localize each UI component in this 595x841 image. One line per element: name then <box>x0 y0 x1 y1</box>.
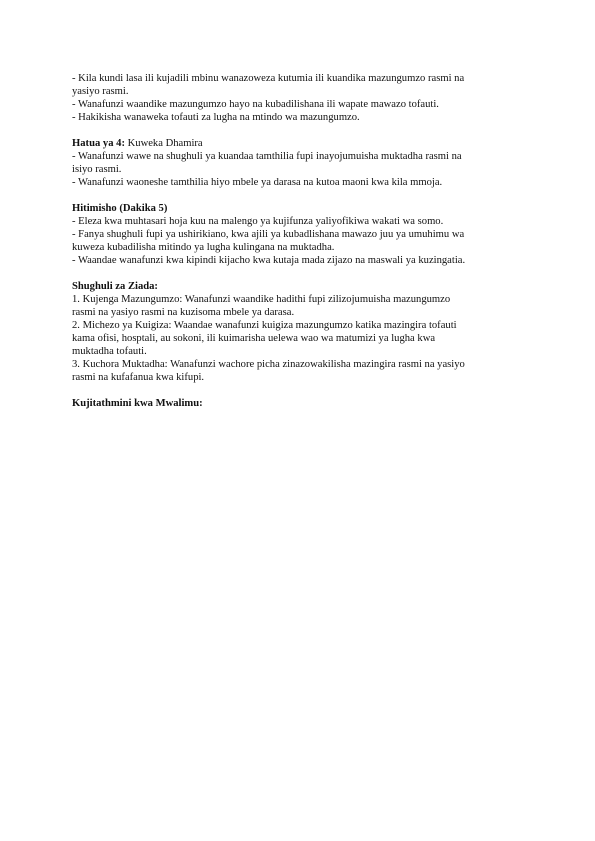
extra-activities-heading <box>72 280 524 293</box>
conclusion-section <box>72 202 524 267</box>
step-4-label: Hatua ya 4: <box>72 138 125 149</box>
text-line: 3. Kuchora Muktadha: Wanafunzi wachore picha zinazowakilisha mazingira rasmi na yasiyo <box>72 359 465 370</box>
step-4-title: Kuweka Dhamira <box>124 138 203 149</box>
extra-activities-heading-text: Shughuli za Ziada: <box>72 281 158 292</box>
text-line: rasmi na yasiyo rasmi na kuzisoma mbele ya darasa. <box>72 307 295 318</box>
paragraph-gap <box>72 189 524 202</box>
text-line: - Kila kundi lasa ili kujadili mbinu wanazoweza kutumia ili kuandika mazungumzo rasmi na <box>72 73 465 84</box>
text-line: yasiyo rasmi. <box>72 86 129 97</box>
text-line: muktadha tofauti. <box>72 346 147 357</box>
extra-activities-section <box>72 280 524 384</box>
text-line: - Eleza kwa muhtasari hoja kuu na malengo ya kujifunza yaliyofikiwa wakati wa somo. <box>72 216 444 227</box>
text-line: kuweza kubadilisha mitindo ya lugha kulingana na muktadha. <box>72 242 335 253</box>
paragraph-gap <box>72 267 524 280</box>
self-assessment-section <box>72 397 524 410</box>
text-line: - Wanafunzi waandike mazungumzo hayo na kubadilishana ili wapate mawazo tofauti. <box>72 99 439 110</box>
text-line: isiyo rasmi. <box>72 164 122 175</box>
conclusion-heading-text: Hitimisho (Dakika 5) <box>72 203 168 214</box>
paragraph-gap <box>72 124 524 137</box>
text-line: 2. Michezo ya Kuigiza: Waandae wanafunzi kuigiza mazungumzo katika mazingira tofauti <box>72 320 457 331</box>
text-line: - Fanya shughuli fupi ya ushirikiano, kwa ajili ya kubadlishana mawazo juu ya umuhimu wa <box>72 229 465 240</box>
page-content <box>72 72 524 410</box>
text-line: - Waandae wanafunzi kwa kipindi kijacho kwa kutaja mada zijazo na maswali ya kuzingatia. <box>72 255 466 266</box>
text-line: - Wanafunzi wawe na shughuli ya kuandaa tamthilia fupi inayojumuisha muktadha rasmi na <box>72 151 462 162</box>
text-line: kama ofisi, hosptali, au sokoni, ili kuimarisha uelewa wao wa matumizi ya lugha kwa <box>72 333 436 344</box>
text-line: 1. Kujenga Mazungumzo: Wanafunzi waandike hadithi fupi zilizojumuisha mazungumzo <box>72 294 451 305</box>
conclusion-heading <box>72 202 524 215</box>
self-assessment-heading <box>72 397 524 410</box>
group-discussion-section <box>72 72 524 124</box>
text-line: - Wanafunzi waoneshe tamthilia hiyo mbele ya darasa na kutoa maoni kwa kila mmoja. <box>72 177 443 188</box>
step-4-section <box>72 137 524 189</box>
paragraph-gap <box>72 384 524 397</box>
step-4-heading <box>72 137 524 150</box>
text-line: rasmi na kufafanua kwa kifupi. <box>72 372 205 383</box>
self-assessment-heading-text: Kujitathmini kwa Mwalimu: <box>72 398 203 409</box>
text-line: - Hakikisha wanaweka tofauti za lugha na mtindo wa mazungumzo. <box>72 112 360 123</box>
